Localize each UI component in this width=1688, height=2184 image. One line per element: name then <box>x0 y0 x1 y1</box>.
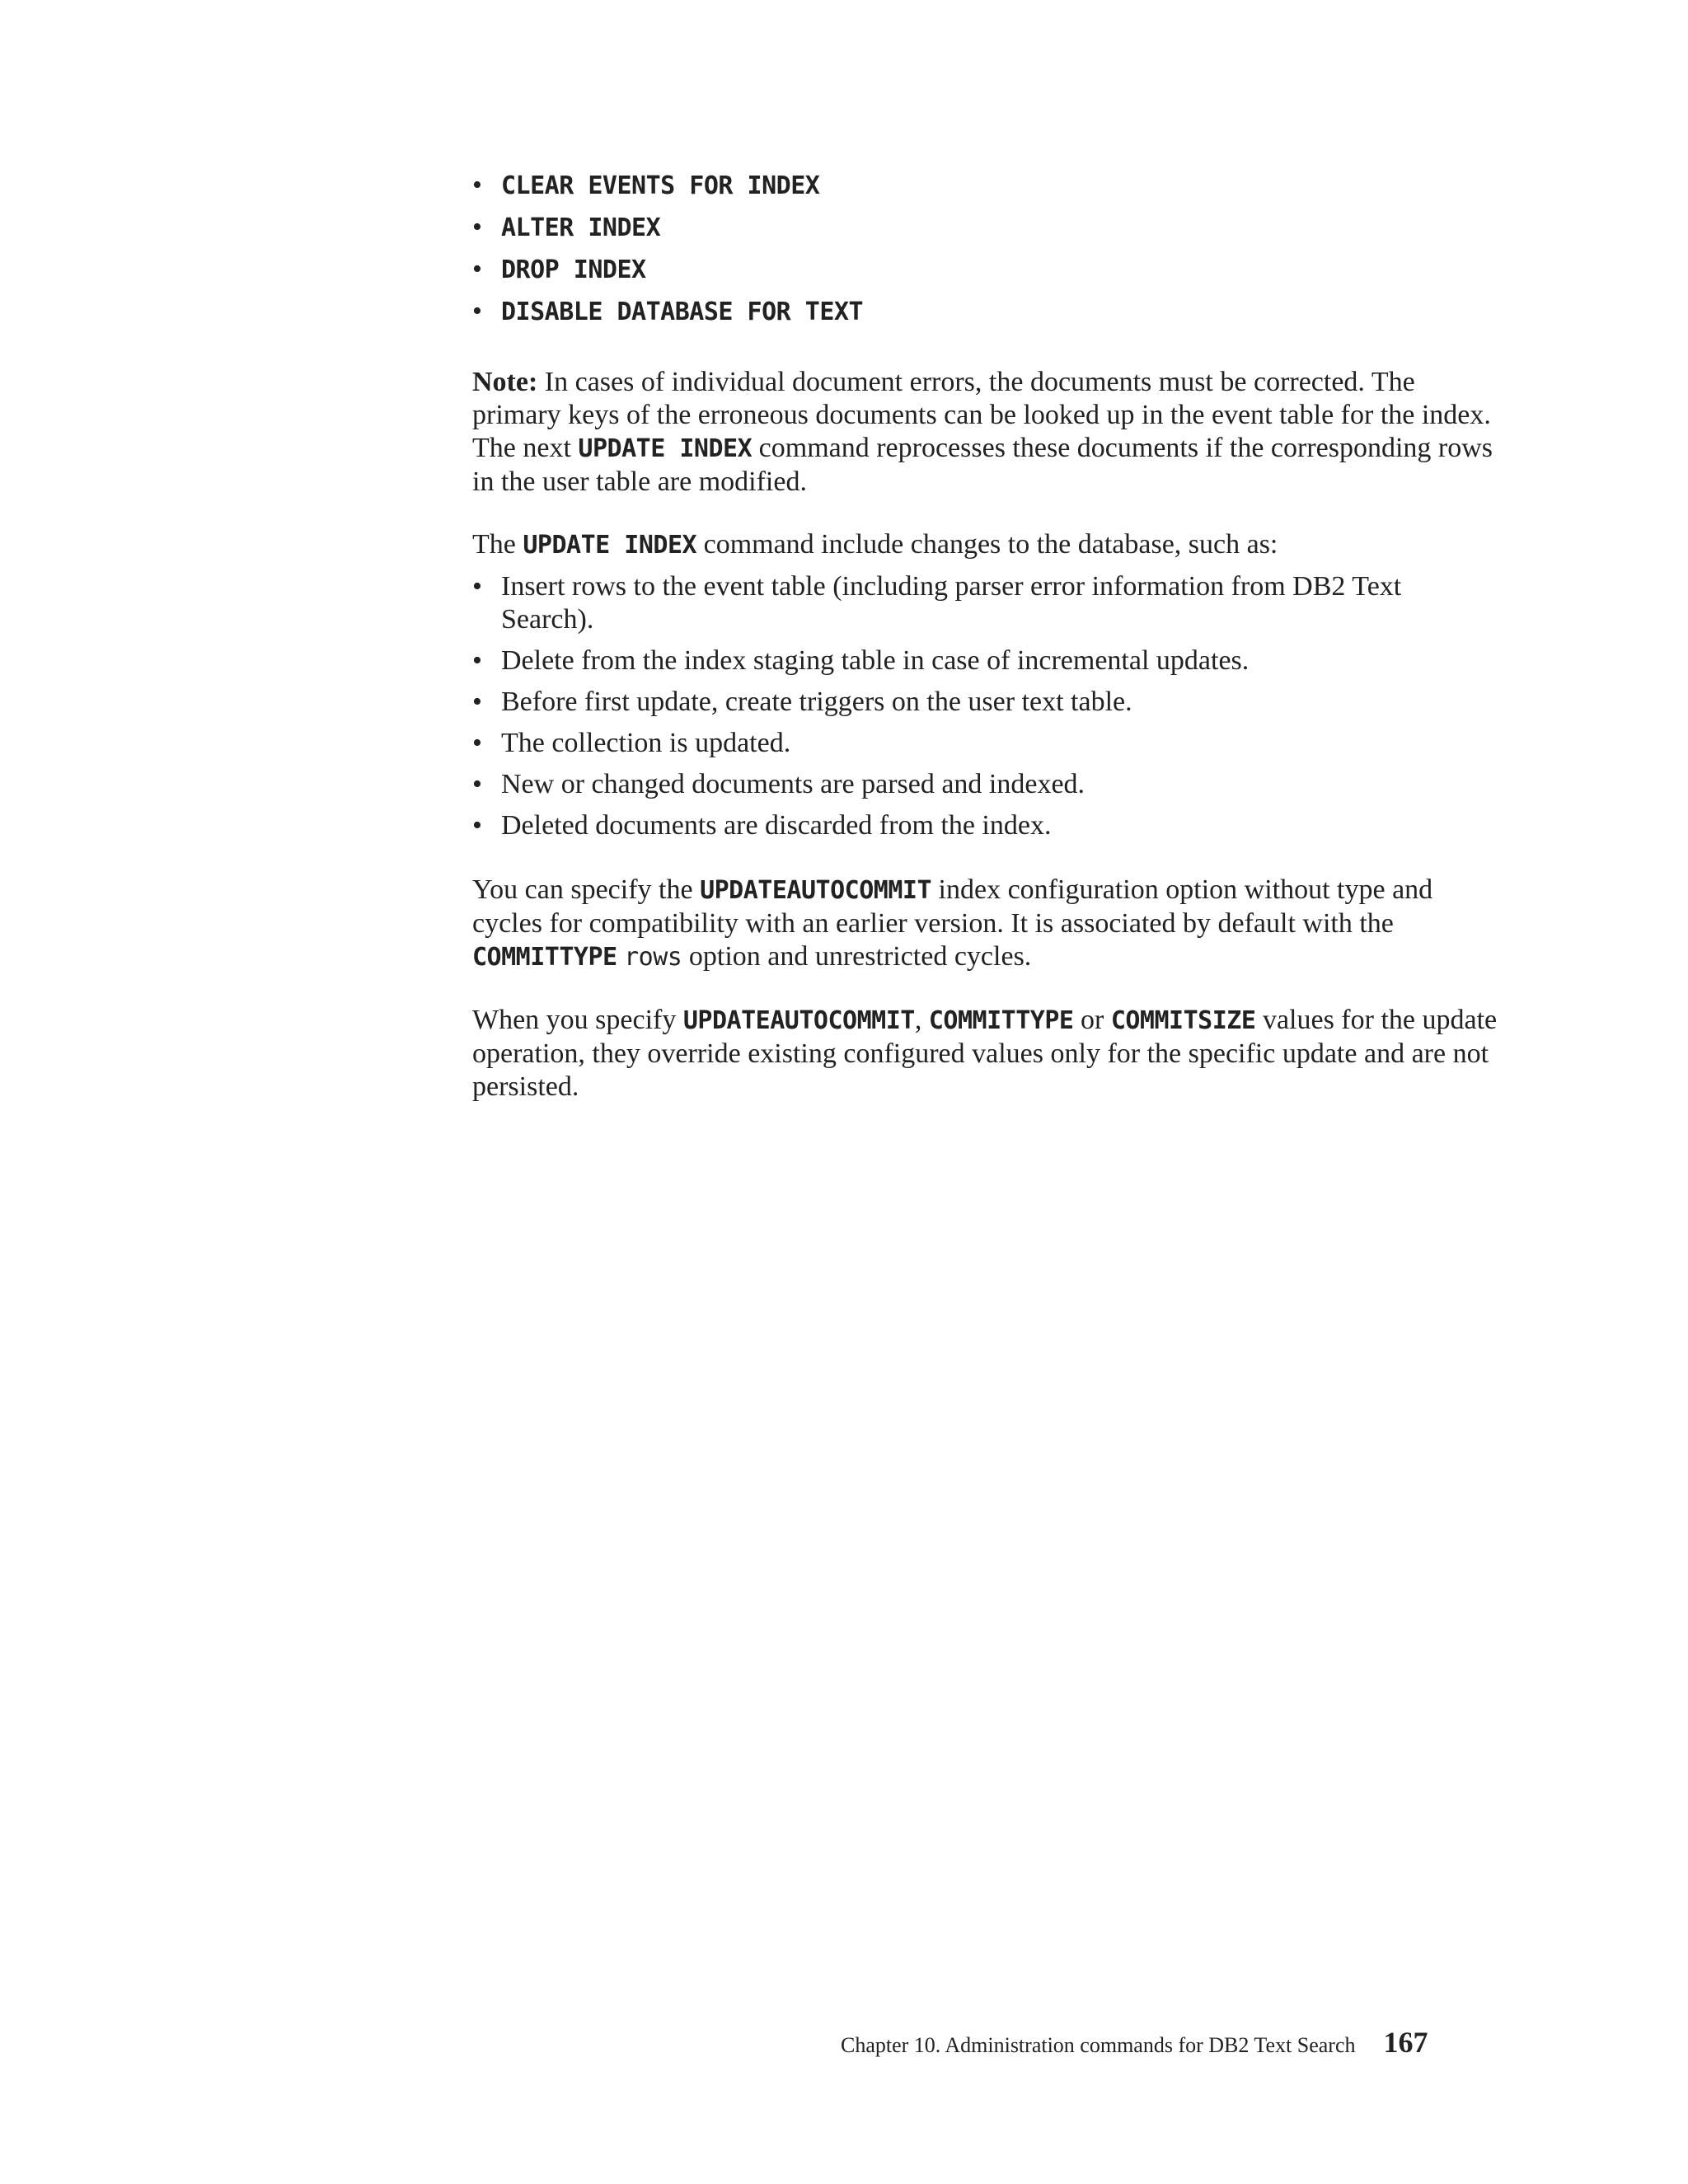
override-paragraph <box>472 1004 1498 1104</box>
note-label: Note: <box>472 367 538 397</box>
command-name: ALTER INDEX <box>501 213 661 242</box>
intro-text-2: command include changes to the database, such as: <box>696 529 1278 560</box>
note-paragraph <box>472 366 1498 499</box>
change-item: • Delete from the index staging table in case of incremental updates. <box>472 644 1498 677</box>
change-item: • The collection is updated. <box>472 727 1498 760</box>
autocommit-paragraph <box>472 874 1498 974</box>
note-text-2: command reprocesses these documents if the corresponding rows in the user table are modified. <box>472 433 1493 497</box>
command-list <box>472 169 1498 329</box>
change-item: • Deleted documents are discarded from the index. <box>472 809 1498 842</box>
command-name: DROP INDEX <box>501 255 646 284</box>
command-item <box>472 211 1498 245</box>
override-text-1: When you specify <box>472 1005 683 1035</box>
chapter-title: Chapter 10. Administration commands for DB2 Text Search <box>841 2033 1356 2057</box>
autocommit-text-1: You can specify the <box>472 874 701 905</box>
command-name: CLEAR EVENTS FOR INDEX <box>501 171 820 200</box>
page-number: 167 <box>1383 2026 1428 2059</box>
note-text-1: In cases of individual document errors, the documents must be corrected. The primary keys of the erroneous documents can be looked up in the event table for the index. The next <box>472 367 1491 463</box>
override-code-2: COMMITTYPE <box>928 1006 1074 1035</box>
command-name: DISABLE DATABASE FOR TEXT <box>501 298 864 326</box>
note-code-1: UPDATE INDEX <box>578 434 753 463</box>
changes-list <box>472 570 1498 842</box>
override-code-1: UPDATEAUTOCOMMIT <box>682 1006 915 1035</box>
intro-code-1: UPDATE INDEX <box>523 531 697 560</box>
autocommit-code-2: COMMITTYPE <box>472 943 617 972</box>
change-item: • Insert rows to the event table (including parser error information from DB2 Text Search). <box>472 570 1498 636</box>
override-text-4: values for the update operation, they override existing configured values only for the specific update and are not persisted. <box>472 1005 1498 1102</box>
override-text-2: , <box>914 1005 929 1035</box>
override-text-3: or <box>1073 1005 1111 1035</box>
autocommit-text-3 <box>617 941 625 972</box>
override-code-3: COMMITSIZE <box>1110 1006 1256 1035</box>
command-item <box>472 169 1498 203</box>
change-item: • New or changed documents are parsed and indexed. <box>472 768 1498 801</box>
autocommit-code-1: UPDATEAUTOCOMMIT <box>700 876 932 905</box>
change-item: • Before first update, create triggers on the user text table. <box>472 686 1498 719</box>
autocommit-text-4: option and unrestricted cycles. <box>682 941 1032 972</box>
autocommit-code-3: rows <box>624 943 682 972</box>
intro-text-1: The <box>472 529 523 560</box>
autocommit-text-2: index configuration option without type and cycles for compatibility with an earlier version. It is associated by default with the <box>472 874 1433 939</box>
changes-intro <box>472 528 1498 562</box>
page-footer <box>841 2026 1500 2062</box>
command-item <box>472 295 1498 329</box>
page-content <box>472 169 1498 1104</box>
command-item <box>472 253 1498 287</box>
